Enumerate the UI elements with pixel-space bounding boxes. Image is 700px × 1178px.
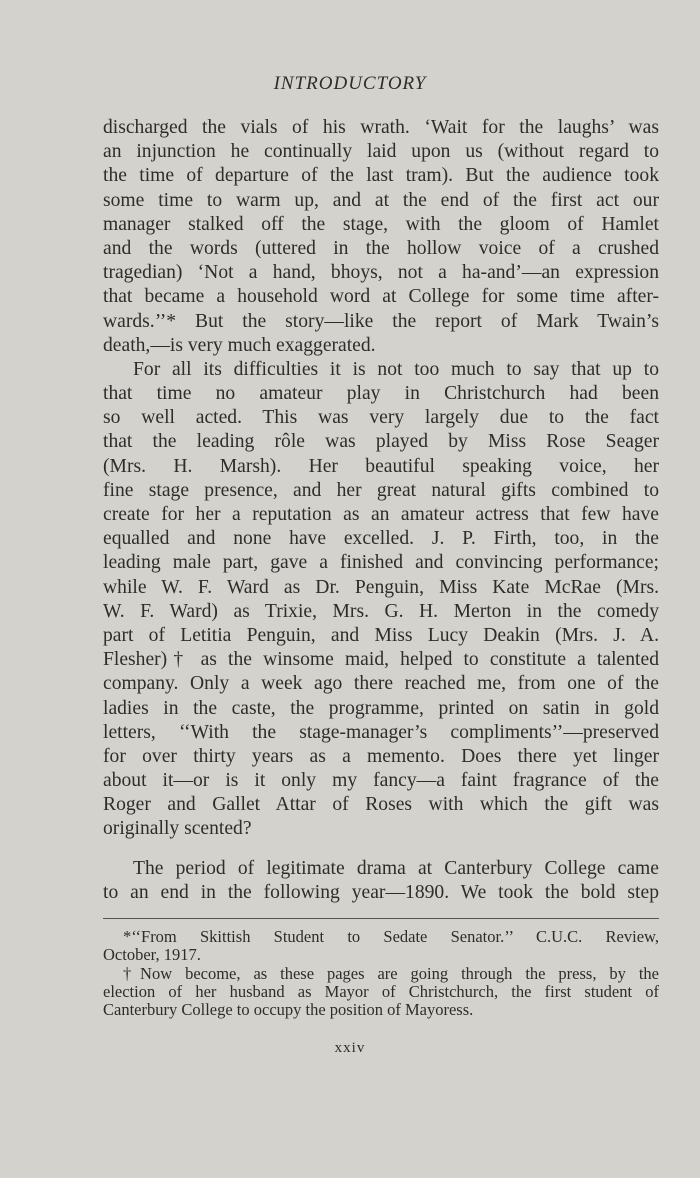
text-line: that the leading rôle was played by Miss Rose Seager	[103, 431, 659, 453]
text-line: leading male part, gave a finished and convincing performance;	[103, 552, 659, 574]
text-line: to an end in the following year—1890. We took the bold step	[103, 882, 659, 904]
text-line: The period of legitimate drama at Canterbury College came	[133, 858, 659, 879]
paragraph-1	[103, 116, 659, 358]
text-line: the time of departure of the last tram). But the audience took	[103, 165, 659, 187]
text-line: originally scented?	[103, 818, 252, 840]
text-line: letters, ‘‘With the stage-manager’s compliments’’—preserved	[103, 721, 659, 743]
text-line: Roger and Gallet Attar of Roses with which the gift was	[103, 794, 659, 816]
main-text	[103, 116, 659, 842]
footnotes	[103, 928, 659, 1019]
text-line: so well acted. This was very largely due to the fact	[103, 407, 659, 429]
text-line: part of Letitia Penguin, and Miss Lucy Deakin (Mrs. J. A.	[103, 624, 659, 646]
text-line: For all its difficulties it is not too much to say that up to	[133, 358, 659, 380]
text-line: for over thirty years as a memento. Does there yet linger	[103, 745, 659, 767]
text-line: an injunction he continually laid upon us (without regard to	[103, 141, 659, 163]
text-line: equalled and none have excelled. J. P. Firth, too, in the	[103, 528, 659, 550]
text-line: create for her a reputation as an amateur actress that few have	[103, 504, 659, 525]
running-header: INTRODUCTORY	[273, 73, 427, 94]
text-line: wards.’’* But the story—like the report of Mark Twain’s	[103, 310, 659, 332]
text-line: that time no amateur play in Christchurch had been	[103, 383, 659, 405]
text-line: (Mrs. H. Marsh). Her beautiful speaking voice, her	[103, 455, 659, 477]
footnote-line: election of her husband as Mayor of Christchurch, the first student of	[103, 981, 659, 1001]
text-line: and the words (uttered in the hollow voice of a crushed	[103, 237, 659, 259]
paragraph-3	[103, 857, 659, 905]
text-line: manager stalked off the stage, with the gloom of Hamlet	[103, 213, 659, 235]
text-line: about it—or is it only my fancy—a faint fragrance of the	[103, 770, 659, 792]
paragraph-2	[103, 358, 659, 842]
text-line: that became a household word at College for some time after-	[103, 286, 659, 308]
text-line: discharged the vials of his wrath. ‘Wait for the laughs’ was	[103, 117, 659, 138]
text-line: fine stage presence, and her great natural gifts combined to	[103, 479, 659, 501]
footnote-line: October, 1917.	[103, 945, 201, 965]
text-line: death,—is very much exaggerated.	[103, 334, 376, 356]
text-line: tragedian) ‘Not a hand, bhoys, not a ha-and’—an expression	[103, 262, 659, 284]
text-line: ladies in the caste, the programme, printed on satin in gold	[103, 697, 659, 719]
text-line: some time to warm up, and at the end of the first act our	[103, 189, 659, 211]
text-line: Flesher)† as the winsome maid, helped to constitute a talented	[103, 649, 659, 671]
footnote-1	[103, 928, 659, 965]
footnote-line: Canterbury College to occupy the position of Mayoress.	[103, 1000, 474, 1020]
text-line: while W. F. Ward as Dr. Penguin, Miss Kate McRae (Mrs.	[103, 576, 659, 598]
page-number: xxiv	[334, 1040, 366, 1056]
footnote-2	[103, 965, 659, 1020]
footnote-rule	[103, 918, 659, 919]
footnote-line: †Now become, as these pages are going through the press, by the	[123, 963, 659, 983]
text-line: W. F. Ward) as Trixie, Mrs. G. H. Merton in the comedy	[103, 600, 659, 622]
text-line: company. Only a week ago there reached me, from one of the	[103, 673, 659, 695]
footnote-line: *‘‘From Skittish Student to Sedate Senator.’’ C.U.C. Review,	[123, 927, 659, 946]
